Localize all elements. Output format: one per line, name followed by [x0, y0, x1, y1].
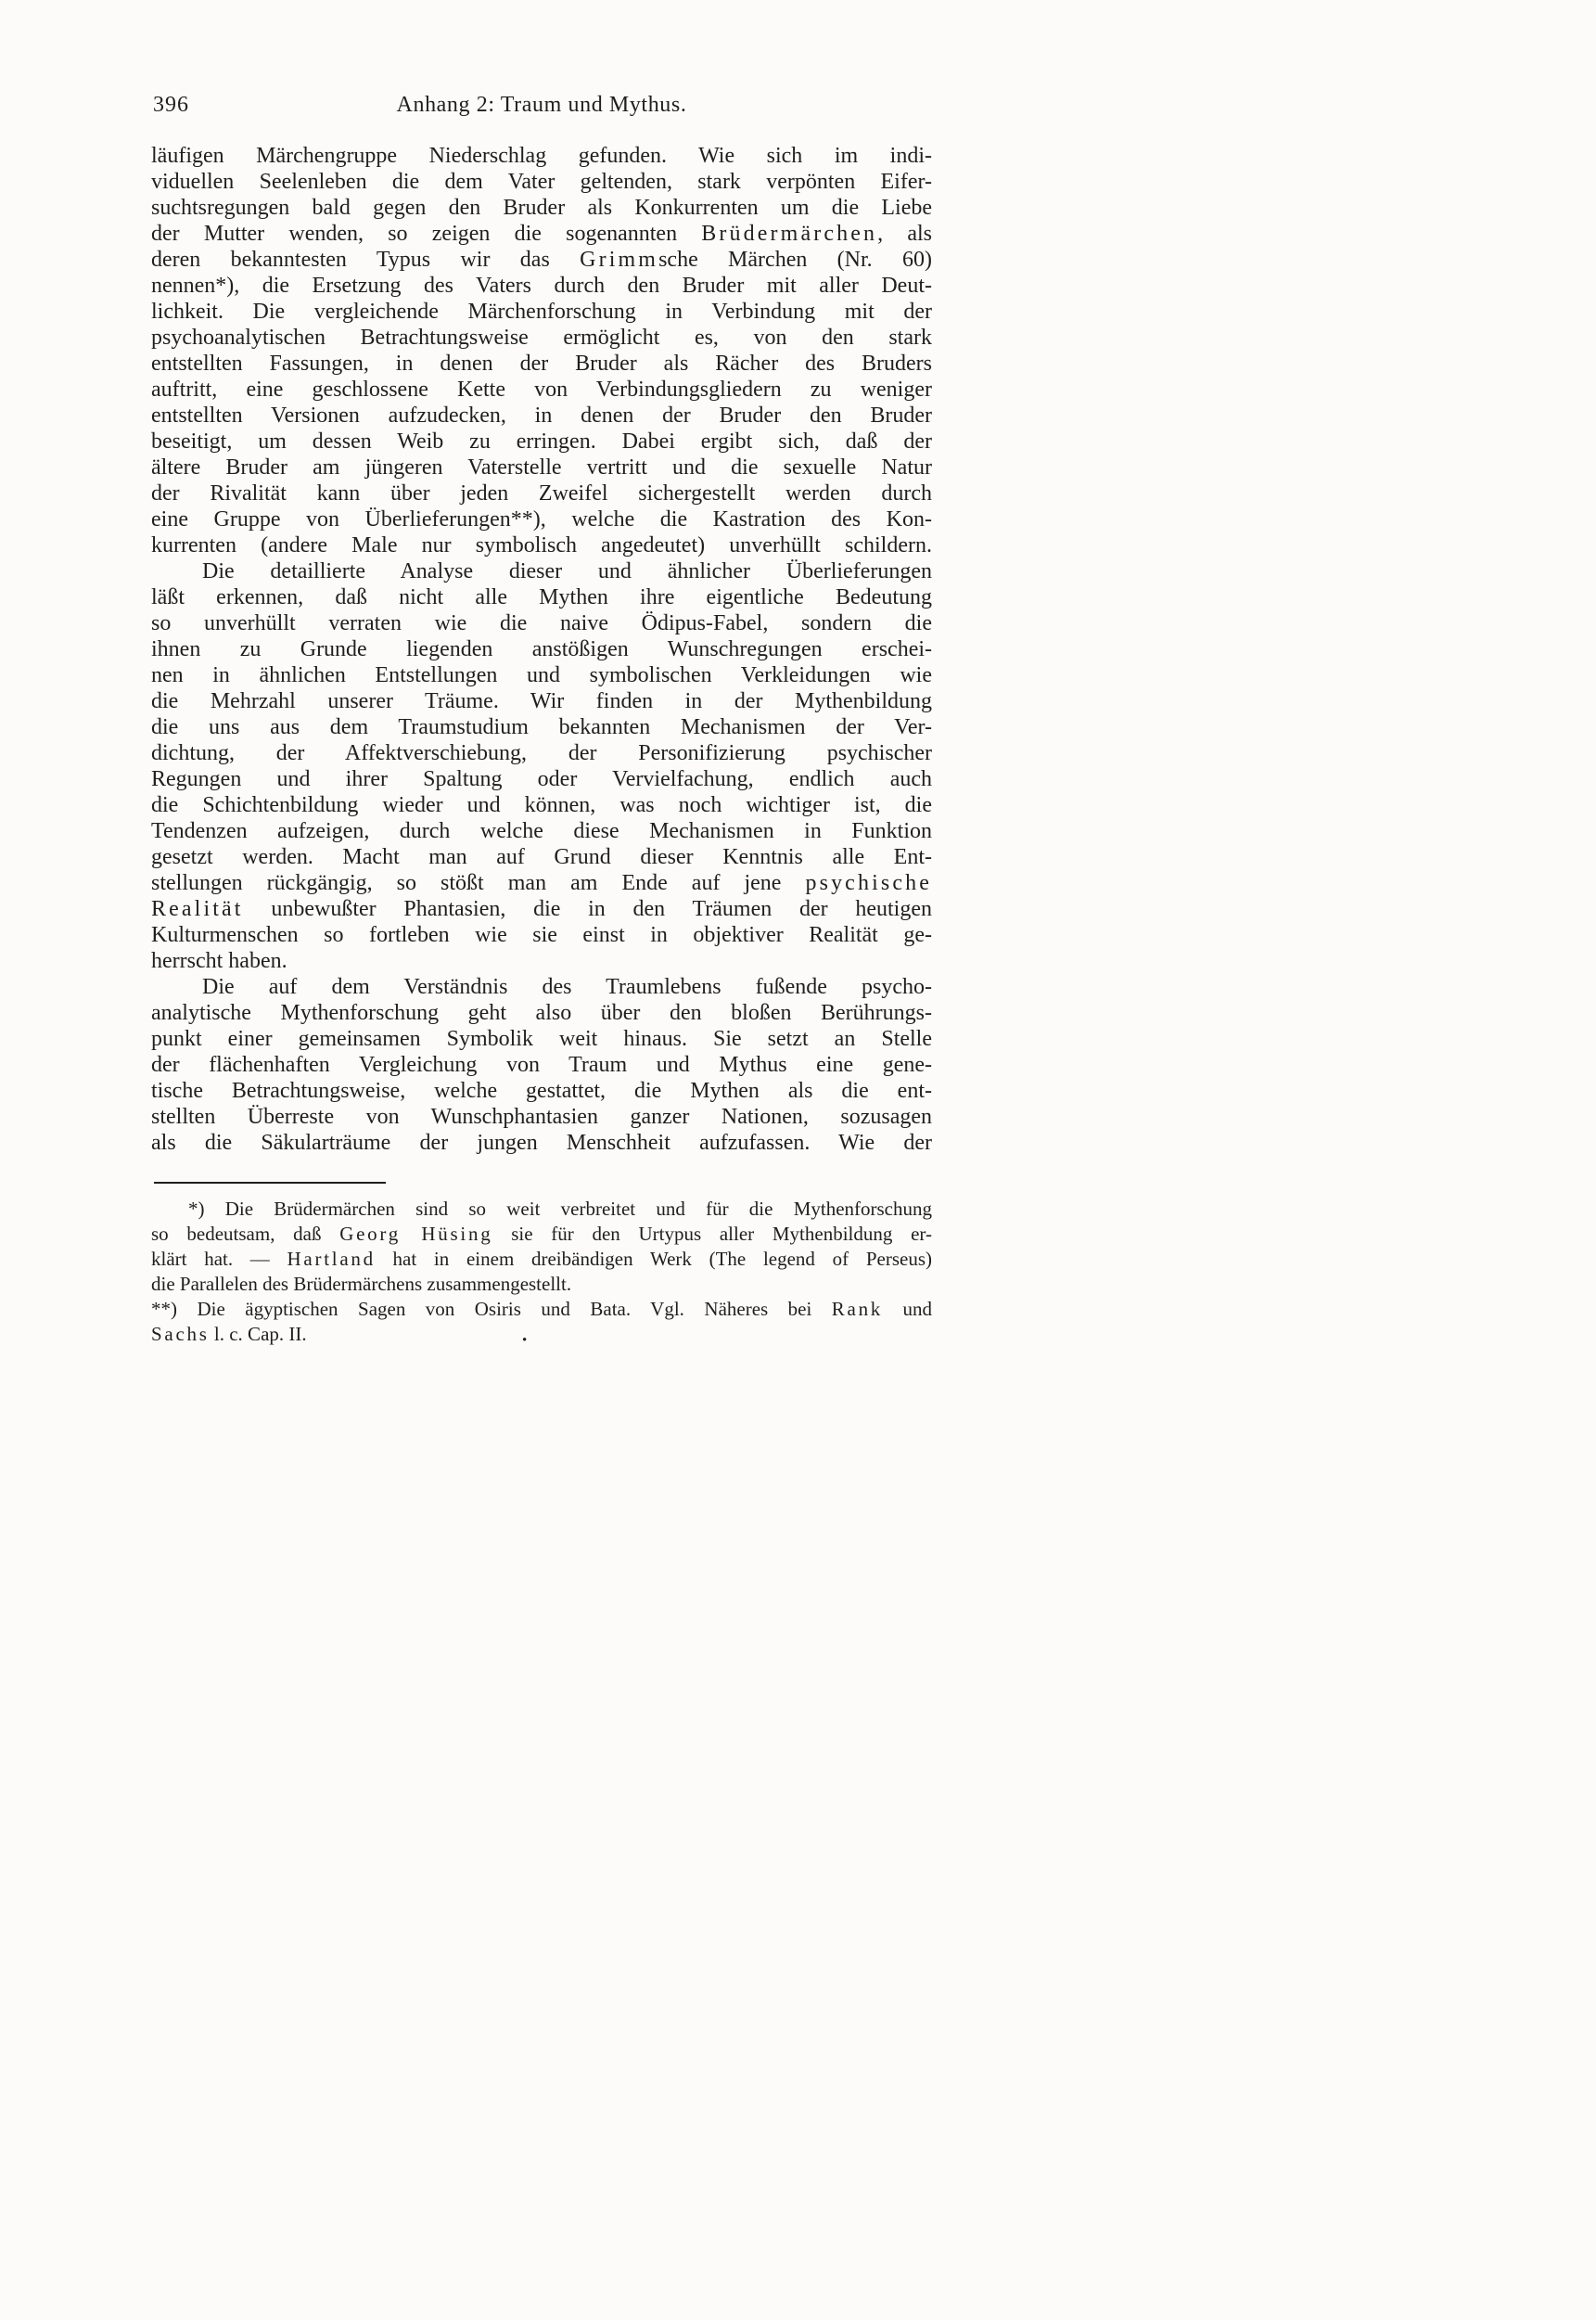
text-line: [151, 1322, 932, 1347]
text-run: der Mutter wenden, so zeigen die sogenannten: [151, 222, 702, 246]
letterspaced-emphasis: Realität: [151, 897, 244, 921]
text-line: [151, 143, 932, 169]
text-run: lichkeit. Die vergleichende Märchenforschung in Verbindung mit der: [151, 300, 932, 324]
text-run: **) Die ägyptischen Sagen von Osiris und Bata. Vgl. Näheres bei: [151, 1298, 832, 1320]
main-text-block: [151, 143, 932, 1156]
letterspaced-emphasis: Georg Hüsing: [339, 1223, 493, 1245]
text-run: kurrenten (andere Male nur symbolisch angedeutet) unverhüllt schildern.: [151, 533, 932, 558]
text-line: [151, 1052, 932, 1078]
text-run: Die detaillierte Analyse dieser und ähnlicher Überlieferungen: [202, 559, 932, 583]
text-run: entstellten Fassungen, in denen der Bruder als Rächer des Bruders: [151, 352, 932, 376]
text-run: so bedeutsam, daß: [151, 1223, 340, 1245]
letterspaced-emphasis: Rank: [831, 1298, 884, 1320]
text-run: l. c. Cap. II.: [209, 1323, 307, 1345]
text-line: [151, 273, 932, 299]
text-run: läßt erkennen, daß nicht alle Mythen ihre eigentliche Bedeutung: [151, 585, 932, 609]
text-run: die Schichtenbildung wieder und können, was noch wichtiger ist, die: [151, 793, 932, 817]
text-run: Tendenzen aufzeigen, durch welche diese Mechanismen in Funktion: [151, 819, 932, 843]
text-line: [151, 221, 932, 247]
text-run: läufigen Märchengruppe Niederschlag gefunden. Wie sich im indi-: [151, 144, 932, 168]
text-run: die Parallelen des Brüdermärchens zusammengestellt.: [151, 1273, 572, 1295]
text-run: analytische Mythenforschung geht also über den bloßen Berührungs-: [151, 1001, 932, 1025]
text-line: [151, 1272, 932, 1297]
text-run: der Rivalität kann über jeden Zweifel sichergestellt werden durch: [151, 481, 932, 506]
letterspaced-emphasis: Brüdermärchen: [701, 222, 878, 246]
text-line: [151, 896, 932, 922]
text-line: [151, 1247, 932, 1272]
text-line: [151, 662, 932, 688]
text-run: gesetzt werden. Macht man auf Grund dieser Kenntnis alle Ent-: [151, 845, 932, 869]
text-line: [151, 558, 932, 584]
text-line: [151, 844, 932, 870]
text-run: die uns aus dem Traumstudium bekannten Mechanismen der Ver-: [151, 715, 932, 739]
text-run: stellten Überreste von Wunschphantasien ganzer Nationen, sozusagen: [151, 1105, 932, 1129]
text-line: [151, 948, 932, 974]
text-run: beseitigt, um dessen Weib zu erringen. Dabei ergibt sich, daß der: [151, 429, 932, 454]
text-run: so unverhüllt verraten wie die naive Ödipus-Fabel, sondern die: [151, 611, 932, 635]
text-run: dichtung, der Affektverschiebung, der Personifizierung psychischer: [151, 741, 932, 765]
text-line: [151, 766, 932, 792]
text-run: klärt hat. —: [151, 1248, 287, 1270]
text-line: [151, 636, 932, 662]
text-line: [151, 299, 932, 325]
text-line: [151, 818, 932, 844]
text-line: [151, 377, 932, 403]
text-line: [151, 792, 932, 818]
text-run: die Mehrzahl unserer Träume. Wir finden in der Mythenbildung: [151, 689, 932, 713]
letterspaced-emphasis: Sachs: [151, 1323, 210, 1345]
letterspaced-emphasis: Grimm: [580, 248, 659, 272]
text-run: nennen*), die Ersetzung des Vaters durch den Bruder mit aller Deut-: [151, 274, 932, 298]
text-line: [151, 1222, 932, 1247]
text-run: sche Märchen (Nr. 60): [658, 248, 932, 272]
text-run: als die Säkularträume der jungen Menschheit aufzufassen. Wie der: [151, 1131, 932, 1155]
text-line: [151, 1000, 932, 1026]
text-line: [151, 714, 932, 740]
text-run: entstellten Versionen aufzudecken, in denen der Bruder den Bruder: [151, 404, 932, 428]
text-line: [151, 1130, 932, 1156]
text-run: viduellen Seelenleben die dem Vater geltenden, stark verpönten Eifer-: [151, 170, 932, 194]
text-run: sie für den Urtypus aller Mythenbildung er-: [492, 1223, 932, 1245]
footnote-separator-rule: [154, 1182, 386, 1184]
text-line: [151, 532, 932, 558]
footnotes-block: [151, 1197, 932, 1347]
text-line: [151, 403, 932, 429]
text-line: [151, 481, 932, 506]
text-line: [151, 688, 932, 714]
text-run: Die auf dem Verständnis des Traumlebens fußende psycho-: [202, 975, 932, 999]
text-line: [151, 1078, 932, 1104]
text-line: [151, 922, 932, 948]
text-run: hat in einem dreibändigen Werk (The legend of Perseus): [375, 1248, 932, 1270]
text-line: [151, 1026, 932, 1052]
text-run: eine Gruppe von Überlieferungen**), welche die Kastration des Kon-: [151, 507, 932, 532]
text-run: *) Die Brüdermärchen sind so weit verbreitet und für die Mythenforschung: [188, 1198, 932, 1220]
letterspaced-emphasis: psychische: [805, 871, 932, 895]
text-run: auftritt, eine geschlossene Kette von Verbindungsgliedern zu weniger: [151, 378, 932, 402]
text-line: [151, 506, 932, 532]
letterspaced-emphasis: Hartland: [287, 1248, 376, 1270]
text-run: unbewußter Phantasien, die in den Träumen der heutigen: [243, 897, 932, 921]
text-run: ihnen zu Grunde liegenden anstößigen Wunschregungen erschei-: [151, 637, 932, 661]
text-line: [151, 247, 932, 273]
text-line: [151, 429, 932, 455]
text-run: stellungen rückgängig, so stößt man am Ende auf jene: [151, 871, 806, 895]
text-line: [151, 325, 932, 351]
text-run: herrscht haben.: [151, 949, 287, 973]
text-run: Regungen und ihrer Spaltung oder Vervielfachung, endlich auch: [151, 767, 932, 791]
text-line: [151, 169, 932, 195]
text-line: [151, 870, 932, 896]
text-run: nen in ähnlichen Entstellungen und symbolischen Verkleidungen wie: [151, 663, 932, 687]
text-line: [151, 1104, 932, 1130]
text-run: deren bekanntesten Typus wir das: [151, 248, 581, 272]
text-line: [151, 455, 932, 481]
text-run: und: [883, 1298, 932, 1320]
text-line: [151, 1297, 932, 1322]
print-artifact-dot: •: [522, 1333, 528, 1348]
text-line: [151, 1197, 932, 1222]
text-run: Kulturmenschen so fortleben wie sie einst in objektiver Realität ge-: [151, 923, 932, 947]
text-run: der flächenhaften Vergleichung von Traum und Mythus eine gene-: [151, 1053, 932, 1077]
text-line: [151, 610, 932, 636]
text-run: , als: [877, 222, 932, 246]
running-head-title: Anhang 2: Traum und Mythus.: [396, 93, 687, 117]
text-line: [151, 974, 932, 1000]
text-run: punkt einer gemeinsamen Symbolik weit hinaus. Sie setzt an Stelle: [151, 1027, 932, 1051]
page-header: [151, 93, 932, 122]
text-line: [151, 351, 932, 377]
text-line: [151, 740, 932, 766]
text-run: tische Betrachtungsweise, welche gestattet, die Mythen als die ent-: [151, 1079, 932, 1103]
text-line: [151, 584, 932, 610]
text-run: ältere Bruder am jüngeren Vaterstelle vertritt und die sexuelle Natur: [151, 455, 932, 480]
page-number: 396: [153, 93, 189, 117]
text-run: suchtsregungen bald gegen den Bruder als Konkurrenten um die Liebe: [151, 196, 932, 220]
text-line: [151, 195, 932, 221]
text-run: psychoanalytischen Betrachtungsweise ermöglicht es, von den stark: [151, 326, 932, 350]
